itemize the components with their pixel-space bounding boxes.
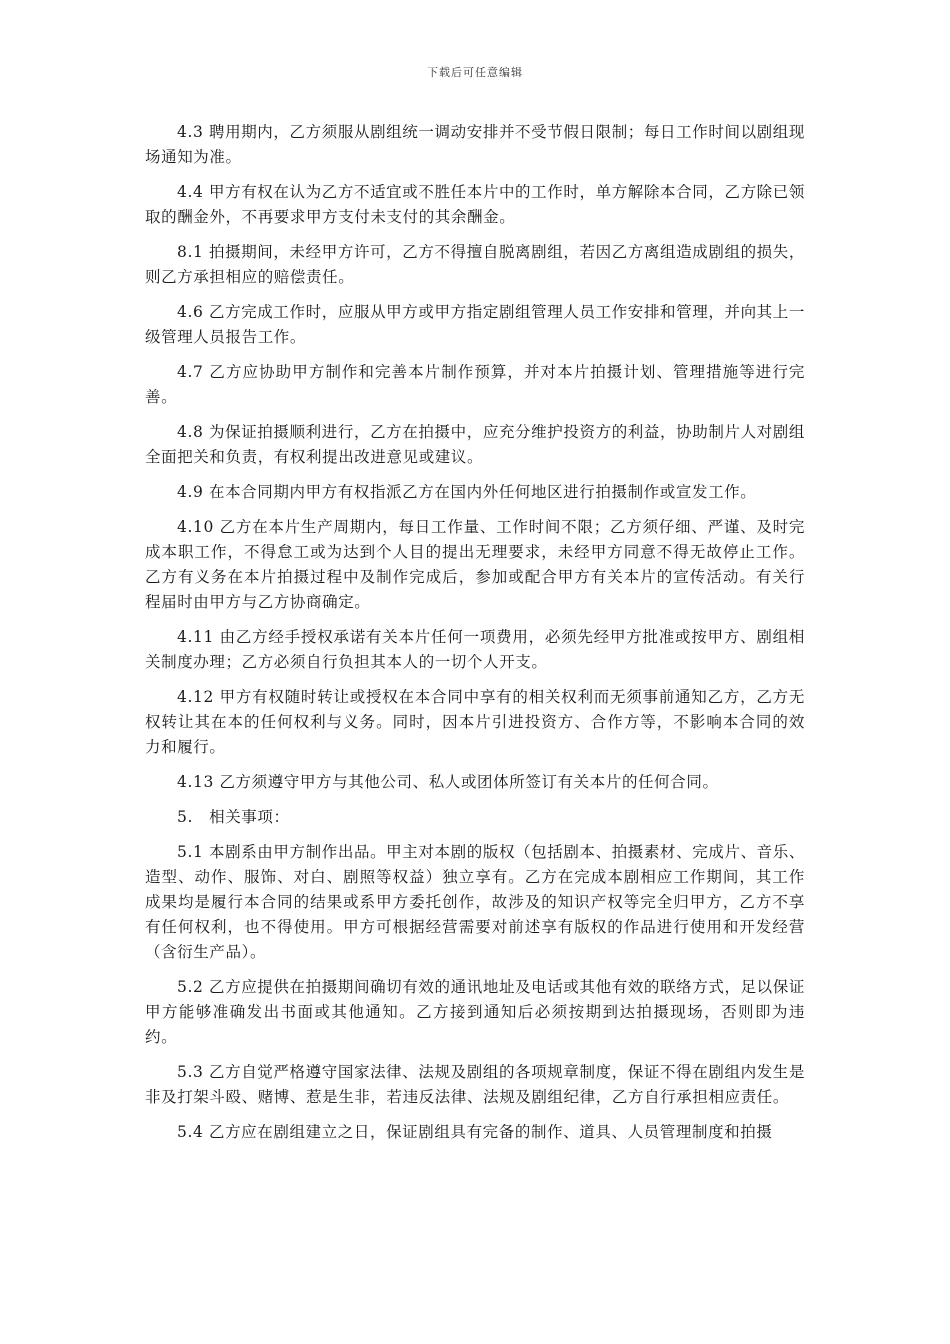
clause-8-1: 8.1 拍摄期间，未经甲方许可，乙方不得擅自脱离剧组，若因乙方离组造成剧组的损失，则乙方承担相应的赔偿责任。 xyxy=(145,243,805,286)
clause-4-7: 4.7 乙方应协助甲方制作和完善本片制作预算，并对本片拍摄计划、管理措施等进行完善。 xyxy=(145,363,805,406)
clause-5-1: 5.1 本剧系由甲方制作出品。甲主对本剧的版权（包括剧本、拍摄素材、完成片、音乐、造型、动作、服饰、对白、剧照等权益）独立享有。乙方在完成本剧相应工作期间，其工作成果均是履行本合同的结果或系甲方委托创作，故涉及的知识产权等完全归甲方，乙方不享有任何权利，也不得使用。甲方可根据经营需要对前述享有版权的作品进行使用和开发经营（含衍生产品）。 xyxy=(145,843,805,961)
clause-4-6: 4.6 乙方完成工作时，应服从甲方或甲方指定剧组管理人员工作安排和管理，并向其上一级管理人员报告工作。 xyxy=(145,303,805,346)
clause-5-4: 5.4 乙方应在剧组建立之日，保证剧组具有完备的制作、道具、人员管理制度和拍摄 xyxy=(177,1123,773,1141)
clause-4-3: 4.3 聘用期内，乙方须服从剧组统一调动安排并不受节假日限制；每日工作时间以剧组现场通知为准。 xyxy=(145,123,805,166)
header-note: 下载后可任意编辑 xyxy=(427,66,523,79)
contract-body xyxy=(145,120,805,1155)
clause-5-3: 5.3 乙方自觉严格遵守国家法律、法规及剧组的各项规章制度，保证不得在剧组内发生是非及打架斗殴、赌博、惹是生非，若违反法律、法规及剧组纪律，乙方自行承担相应责任。 xyxy=(145,1063,805,1106)
clause-4-9: 4.9 在本合同期内甲方有权指派乙方在国内外任何地区进行拍摄制作或宣发工作。 xyxy=(177,483,757,501)
clause-5-2: 5.2 乙方应提供在拍摄期间确切有效的通讯地址及电话或其他有效的联络方式，足以保证甲方能够准确发出书面或其他通知。乙方接到通知后必须按期到达拍摄现场，否则即为违约。 xyxy=(145,978,805,1046)
clause-4-11: 4.11 由乙方经手授权承诺有关本片任何一项费用，必须先经甲方批准或按甲方、剧组相关制度办理；乙方必须自行负担其本人的一切个人开支。 xyxy=(145,628,805,671)
clause-4-8: 4.8 为保证拍摄顺利进行，乙方在拍摄中，应充分维护投资方的利益，协助制片人对剧组全面把关和负责，有权利提出改进意见或建议。 xyxy=(145,423,805,466)
section-5-heading: 5. 相关事项： xyxy=(177,808,290,826)
clause-4-13: 4.13 乙方须遵守甲方与其他公司、私人或团体所签订有关本片的任何合同。 xyxy=(177,773,719,791)
clause-4-4: 4.4 甲方有权在认为乙方不适宜或不胜任本片中的工作时，单方解除本合同，乙方除已领取的酬金外，不再要求甲方支付未支付的其余酬金。 xyxy=(145,183,805,226)
clause-4-12: 4.12 甲方有权随时转让或授权在本合同中享有的相关权利而无须事前通知乙方，乙方无权转让其在本的任何权利与义务。同时，因本片引进投资方、合作方等，不影响本合同的效力和履行。 xyxy=(145,688,805,756)
clause-4-10: 4.10 乙方在本片生产周期内，每日工作量、工作时间不限；乙方须仔细、严谨、及时完成本职工作，不得怠工或为达到个人目的提出无理要求，未经甲方同意不得无故停止工作。乙方有义务在本片拍摄过程中及制作完成后，参加或配合甲方有关本片的宣传活动。有关行程届时由甲方与乙方协商确定。 xyxy=(145,518,805,611)
